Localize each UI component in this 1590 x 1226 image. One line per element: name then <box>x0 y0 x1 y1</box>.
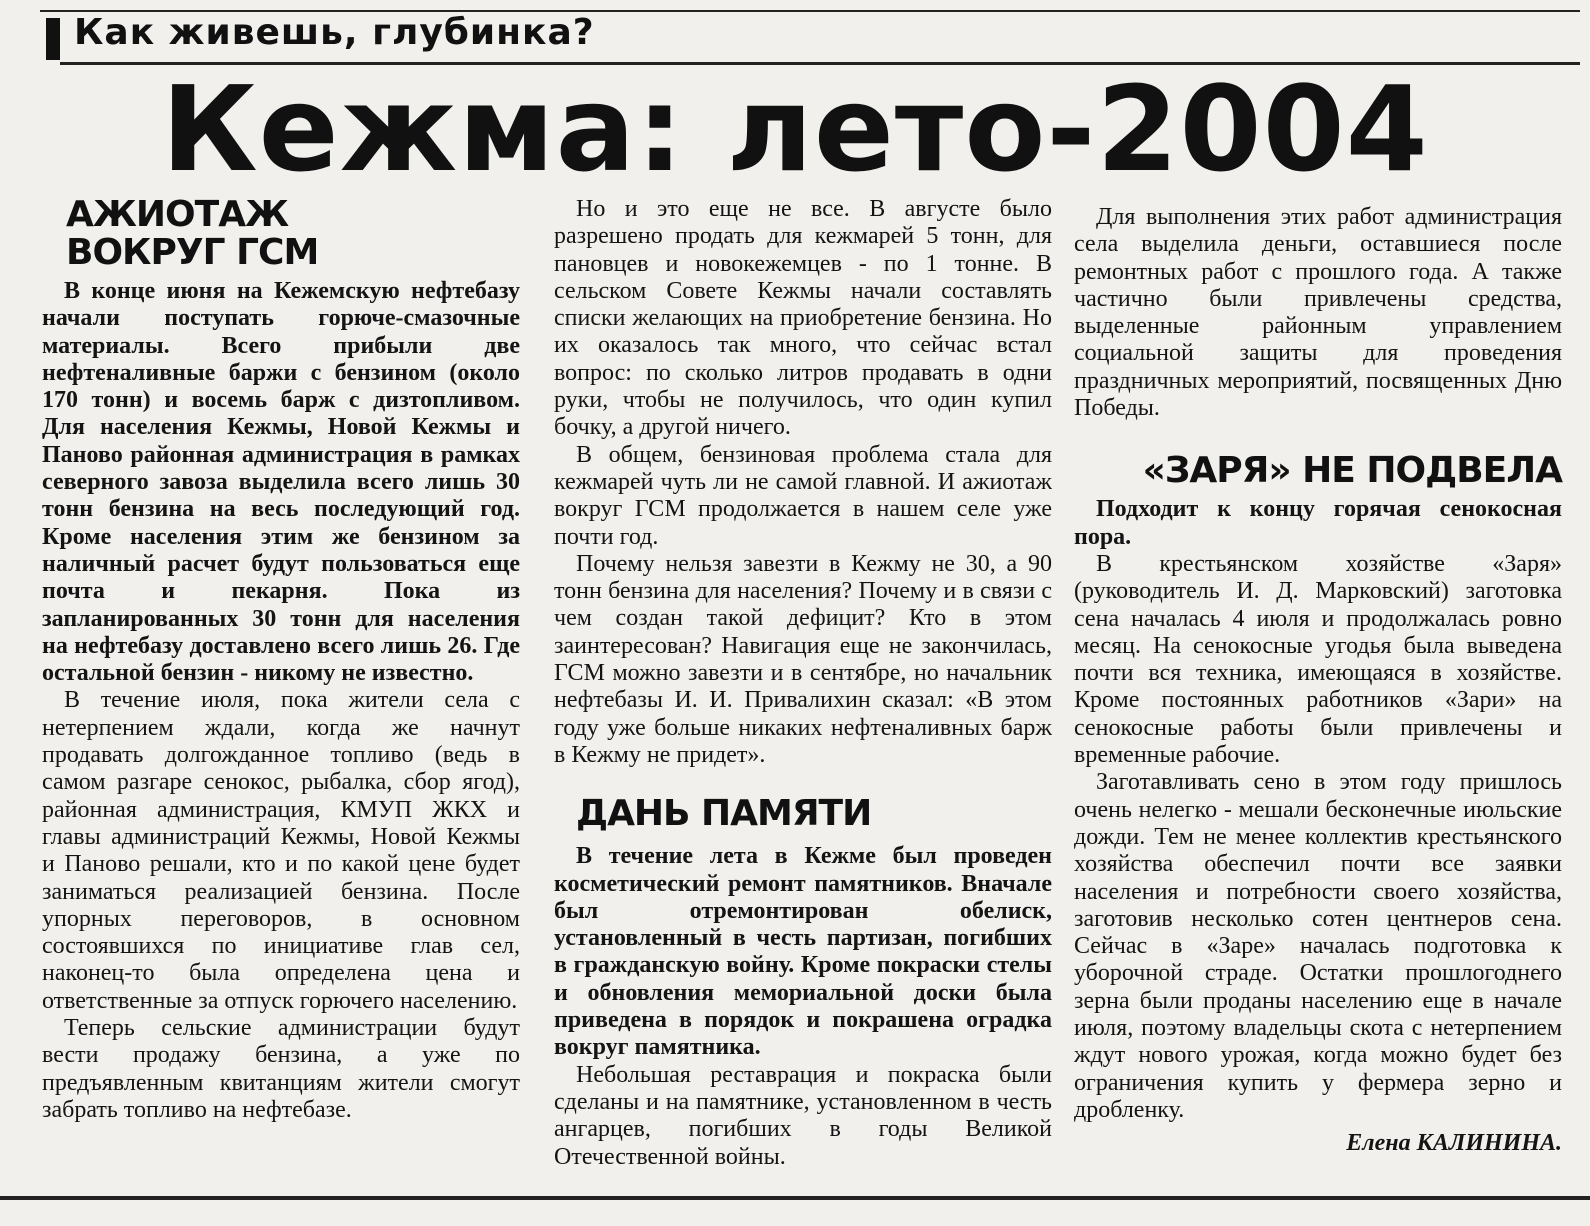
gsm-paragraph: Почему нельзя завезти в Кежму не 30, а 90 тонн бензина для населения? Почему и в связи с чем создан такой дефицит? Кто в этом заинтересован? Навигация еще не закончилась, ГСМ можно завезти и в сентябре, но начальник нефтебазы И. И. Привалихин сказал: «В этом году уже больше никаких нефтеналивных барж в Кежму не придет». <box>554 550 1052 768</box>
zarya-paragraph: Заготавливать сено в этом году пришлось очень нелегко - мешали бесконечные июльские дожди. Тем не менее коллектив крестьянского хозяйства обеспечил почти все заявки населения и потребности своего хозяйства, заготовив несколько сотен центнеров сена. Сейчас в «Заре» началась подготовка к уборочной страде. Остатки прошлогоднего зерна были проданы населению еще в начале июля, поэтому владельцы скота с нетерпением ждут нового урожая, когда можно будет без ограничения купить у фермера зерно и дробленку. <box>1074 769 1562 1123</box>
headline: Кежма: лето-2004 <box>161 60 1429 198</box>
section-title-gsm <box>42 196 520 272</box>
column-3 <box>1074 204 1562 1158</box>
zarya-paragraph: В крестьянском хозяйстве «Заря» (руководитель И. Д. Марковский) заготовка сена началась 4 июля и продолжалась ровно месяц. На сенокосные угодья была выведена почти вся техника, имеющаяся в хозяйстве. Кроме постоянных работников «Зари» на сенокосные работы были привлечены и временные рабочие. <box>1074 550 1562 769</box>
bottom-rule <box>0 1196 1590 1200</box>
gsm-lead: В конце июня на Кежемскую нефтебазу начали поступать горюче-смазочные материалы. Всего прибыли две нефтеналивные баржи с бензином (около 170 тонн) и восемь барж с дизтопливом. Для населения Кежмы, Новой Кежмы и Паново районная администрация в рамках северного завоза выделила всего лишь 30 тонн бензина на весь последующий год. Кроме населения этим же бензином за наличный расчет будут пользоваться еще почта и пекарня. Пока из запланированных 30 тонн для населения на нефтебазу доставлено всего лишь 26. Где остальной бензин - никому не известно. <box>42 278 520 687</box>
memory-lead: В течение лета в Кежме был проведен косметический ремонт памятников. Вначале был отремонтирован обелиск, установленный в честь партизан, погибших в гражданскую войну. Кроме покраски стелы и обновления мемориальной доски была приведена в порядок и покрашена оградка вокруг памятника. <box>554 843 1052 1061</box>
gsm-paragraph: Но и это еще не все. В августе было разрешено продать для кежмарей 5 тонн, для пановцев и новокежемцев - по 1 тонне. В сельском Совете Кежмы начали составлять списки желающих на приобретение бензина. Но их оказалось так много, что сейчас встал вопрос: по сколько литров продавать в одни руки, чтобы не получилось, что один купил бочку, а другой ничего. <box>554 196 1052 441</box>
gsm-paragraph: Теперь сельские администрации будут вести продажу бензина, а уже по предъявленным квитанциям жители смогут забрать топливо на нефтебазе. <box>42 1015 520 1123</box>
zarya-lead: Подходит к концу горячая сенокосная пора. <box>1074 496 1562 550</box>
gsm-paragraph: В течение июля, пока жители села с нетерпением ждали, когда же начнут продавать долгожданное топливо (ведь в самом разгаре сенокос, рыбалка, сбор ягод), районная администрация, КМУП ЖКХ и главы администраций Кежмы, Новой Кежмы и Паново решали, кто и по какой цене будет заниматься реализацией бензина. После упорных переговоров, в основном состоявшихся по инициативе глав сел, наконец-то была определена цена и ответственные за отпуск горючего населению. <box>42 687 520 1014</box>
author-signature: Елена КАЛИНИНА. <box>1346 1130 1562 1157</box>
column-2 <box>554 196 1052 1171</box>
section-title-gsm-line1: АЖИОТАЖ <box>66 194 289 235</box>
section-title-zarya: «ЗАРЯ» НЕ ПОДВЕЛА <box>1142 450 1562 492</box>
section-title-memory: ДАНЬ ПАМЯТИ <box>576 793 872 835</box>
section-title-gsm-line2: ВОКРУГ ГСМ <box>66 232 319 273</box>
memory-paragraph: Для выполнения этих работ администрация села выделила деньги, оставшиеся после ремонтных работ с прошлого года. А также частично были привлечены средства, выделенные районным управлением социальной защиты для проведения праздничных мероприятий, посвященных Дню Победы. <box>1074 204 1562 422</box>
rubric-bar <box>46 18 60 60</box>
rubric: Как живешь, глубинка? <box>74 12 595 53</box>
memory-paragraph: Небольшая реставрация и покраска были сделаны и на памятнике, установленном в честь ангарцев, погибших в годы Великой Отечественной войны. <box>554 1061 1052 1170</box>
gsm-paragraph: В общем, бензиновая проблема стала для кежмарей чуть ли не самой главной. И ажиотаж вокруг ГСМ продолжается в нашем селе уже почти год. <box>554 441 1052 550</box>
column-1 <box>42 196 520 1124</box>
